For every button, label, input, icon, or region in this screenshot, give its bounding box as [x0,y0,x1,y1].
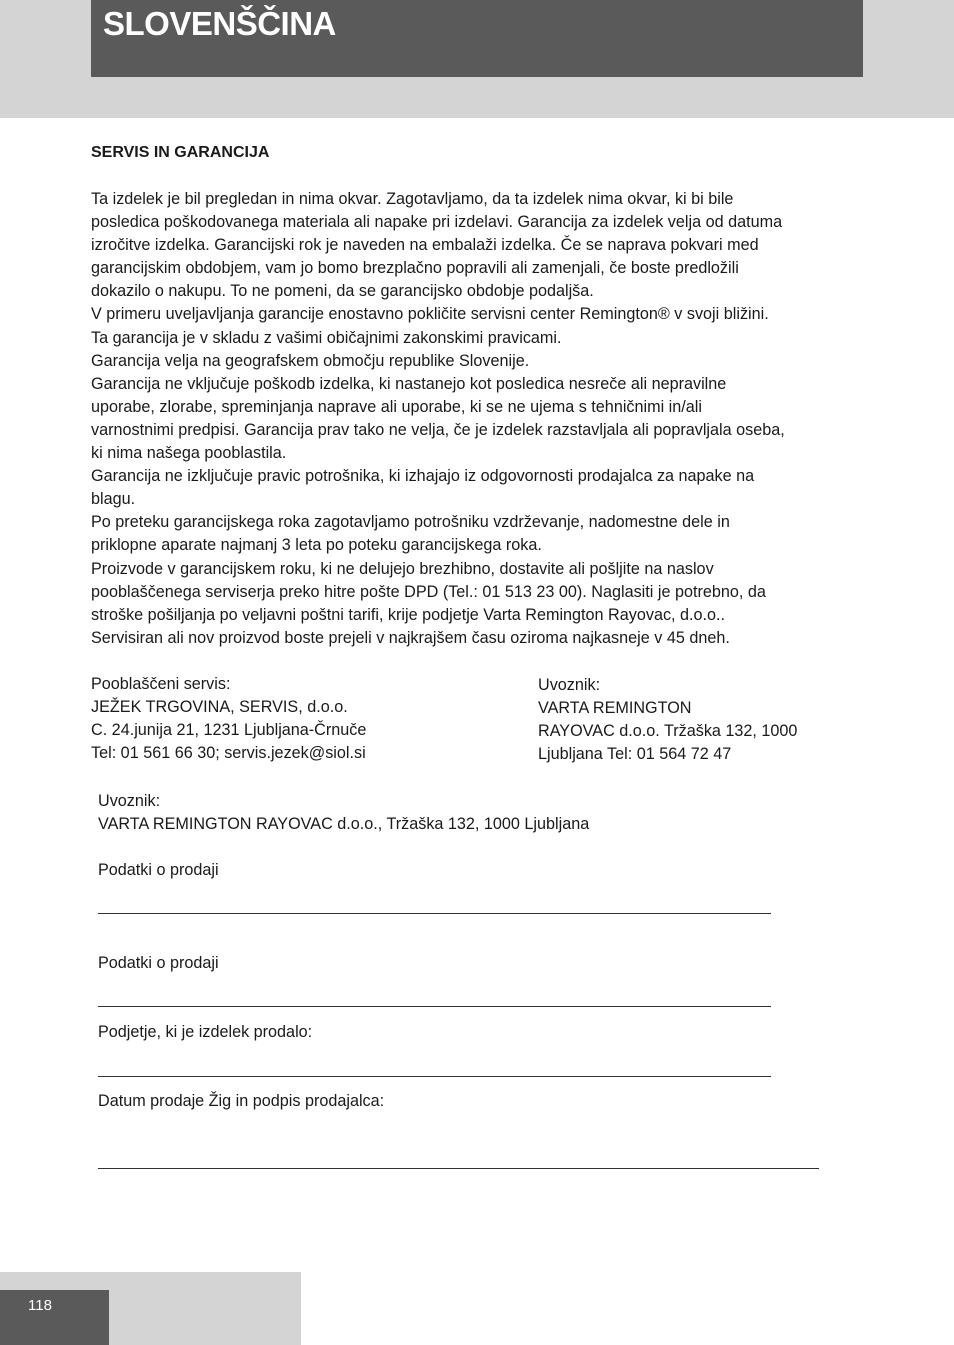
text-line: Garancija ne izključuje pravic potrošnika, ki izhajajo iz odgovornosti prodajalca za napake na [91,467,755,486]
signature-line[interactable] [98,1168,819,1169]
text-line: Po preteku garancijskega roka zagotavljamo potrošniku vzdrževanje, nadomestne dele in [91,513,730,532]
service-label: Pooblaščeni servis: [91,675,231,693]
text-line: Garancija ne vključuje poškodb izdelka, ki nastanejo kot posledica nesreče ali nepravilne [91,374,727,393]
page-number-box [0,1290,109,1345]
service-name: JEŽEK TRGOVINA, SERVIS, d.o.o. [91,698,348,717]
text-line: Ta garancija je v skladu z vašimi običajnimi zakonskimi pravicami. [91,328,562,347]
text-line: stroške pošiljanja po veljavni poštni tarifi, krije podjetje Varta Remington Rayovac, d.o.o.. [91,605,726,624]
seller-company-label: Podjetje, ki je izdelek prodalo: [98,1023,313,1041]
title-bar [91,0,863,77]
text-line: Ta izdelek je bil pregledan in nima okvar. Zagotavljamo, da ta izdelek nima okvar, ki bi bile [91,190,734,208]
text-line: garancijskim obdobjem, vam jo bomo brezplačno popravili ali zamenjali, če boste predložili [91,259,739,278]
warranty-text [91,188,871,650]
importer-label: Uvoznik: [538,676,601,694]
service-phone-email: Tel: 01 561 66 30; servis.jezek@siol.si [91,744,366,763]
section-heading: SERVIS IN GARANCIJA [91,144,270,161]
sales-data-label: Podatki o prodaji [98,861,219,879]
seller-company-line[interactable] [98,1076,771,1077]
page-title: SLOVENŠČINA [103,5,336,42]
sales-data-line[interactable] [98,1006,771,1007]
text-line: uporabe, zlorabe, spreminjanja naprave ali uporabe, ki se ne ujema s tehničnimi in/ali [91,397,702,416]
text-line: izročitve izdelka. Garancijski rok je naveden na embalaži izdelka. Če se naprava pokvari med [91,236,759,255]
sales-data-label: Podatki o prodaji [98,954,219,972]
importer-line: VARTA REMINGTON [538,699,692,718]
importer-line: RAYOVAC d.o.o. Tržaška 132, 1000 [538,722,798,741]
service-address: C. 24.junija 21, 1231 Ljubljana-Črnuče [91,721,367,740]
text-line: Garancija velja na geografskem območju republike Slovenije. [91,351,530,370]
text-line: varnostnimi predpisi. Garancija prav tako ne velja, če je izdelek razstavljala ali popravljala oseba, [91,420,785,439]
text-line: dokazilo o nakupu. To ne pomeni, da se garancijsko obdobje podaljša. [91,282,594,301]
page-number: 118 [28,1297,52,1314]
form-importer-value: VARTA REMINGTON RAYOVAC d.o.o., Tržaška 132, 1000 Ljubljana [98,815,590,833]
text-line: Proizvode v garancijskem roku, ki ne delujejo brezhibno, dostavite ali pošljite na naslov [91,559,714,578]
importer-contact [538,674,797,766]
text-line: blagu. [91,490,136,509]
service-contact [91,673,366,765]
text-line: pooblaščenega serviserja preko hitre pošte DPD (Tel.: 01 513 23 00). Naglasiti je potrebno, da [91,582,766,601]
importer-line: Ljubljana Tel: 01 564 72 47 [538,745,732,764]
sales-data-line[interactable] [98,913,771,914]
text-line: posledica poškodovanega materiala ali napake pri izdelavi. Garancija za izdelek velja od datuma [91,213,783,232]
text-line: Servisiran ali nov proizvod boste prejeli v najkrajšem času oziroma najkasneje v 45 dneh. [91,628,730,647]
form-importer-label: Uvoznik: [98,792,161,810]
text-line: priklopne aparate najmanj 3 leta po poteku garancijskega roka. [91,536,542,555]
text-line: V primeru uveljavljanja garancije enostavno pokličite servisni center Remington® v svoji bližini. [91,305,769,324]
header-band [0,0,954,118]
sale-date-signature-label: Datum prodaje Žig in podpis prodajalca: [98,1092,385,1110]
text-line: ki nima našega pooblastila. [91,444,287,463]
